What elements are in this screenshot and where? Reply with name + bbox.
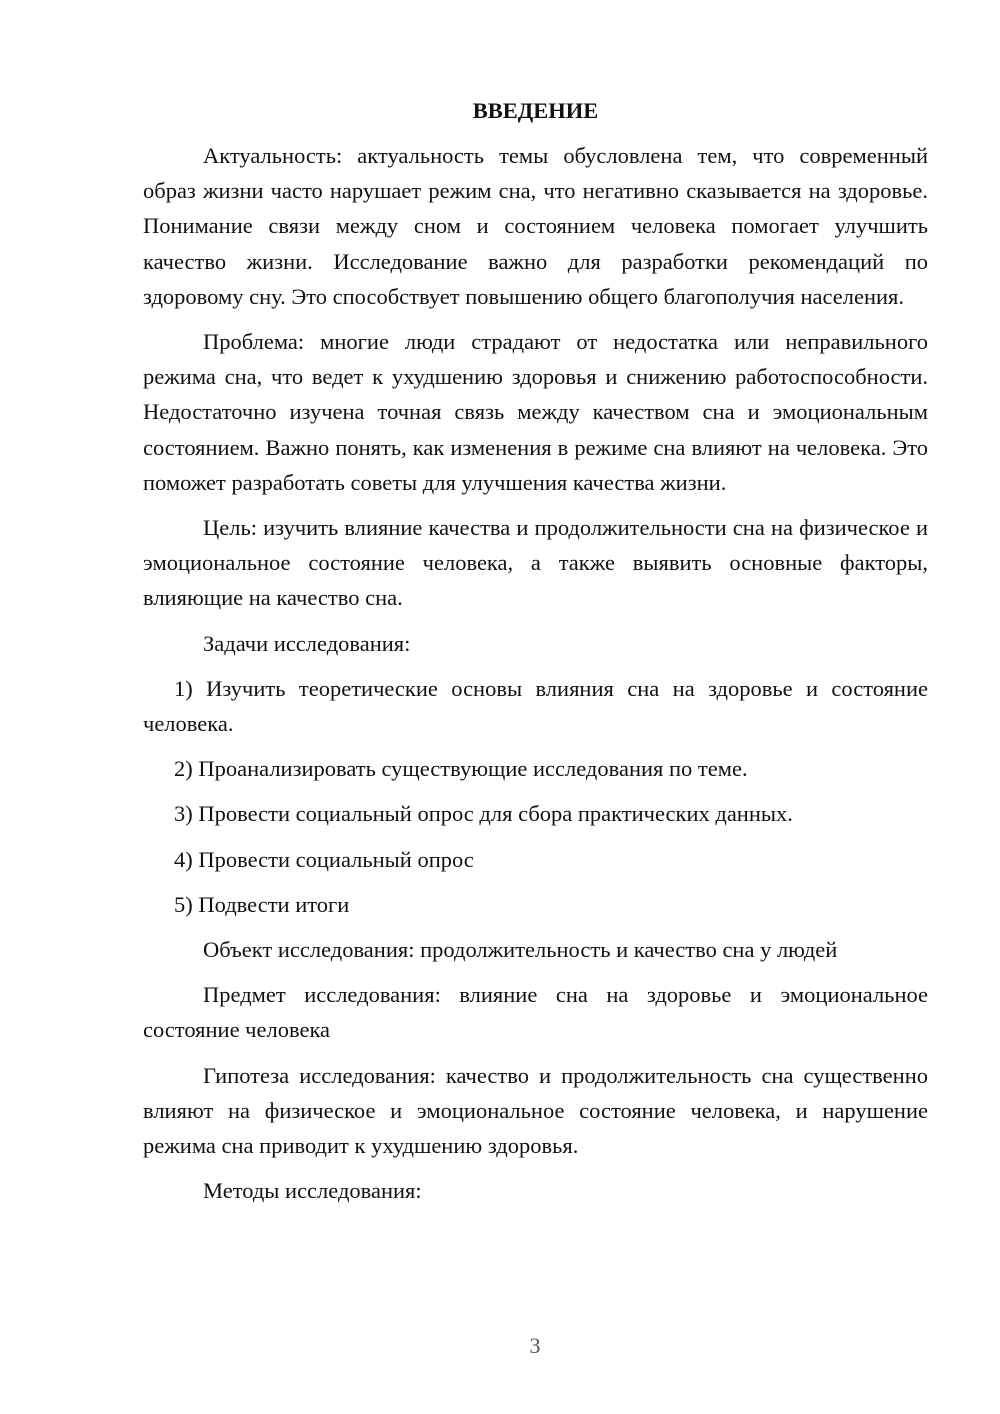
task-item-4: 4) Провести социальный опрос: [174, 846, 474, 872]
relevance-paragraph: Актуальность: актуальность темы обусловлена тем, что современный образ жизни часто нарушает режим сна, что негативно сказывается на здоровье. Понимание связи между сном и состоянием человека помогает улучшить качество жизни. Исследование важно для разработки рекомендаций по здоровому сну. Это способствует повышению общего благополучия населения.: [143, 143, 928, 309]
task-item-2: 2) Проанализировать существующие исследования по теме.: [174, 756, 748, 782]
goal-paragraph: Цель: изучить влияние качества и продолжительности сна на физическое и эмоциональное состояние человека, а также выявить основные факторы, влияющие на качество сна.: [143, 515, 928, 611]
methods-heading: Методы исследования:: [203, 1178, 422, 1204]
problem-paragraph: Проблема: многие люди страдают от недостатка или неправильного режима сна, что ведет к ухудшению здоровья и снижению работоспособности. Недостаточно изучена точная связь между качеством сна и эмоциональным состоянием. Важно понять, как изменения в режиме сна влияют на человека. Это поможет разработать советы для улучшения качества жизни.: [143, 329, 928, 495]
subject-paragraph: Предмет исследования: влияние сна на здоровье и эмоциональное состояние человека: [143, 982, 928, 1043]
tasks-heading: Задачи исследования:: [203, 630, 411, 656]
hypothesis-paragraph: Гипотеза исследования: качество и продолжительность сна существенно влияют на физическое и эмоциональное состояние человека, и нарушение режима сна приводит к ухудшению здоровья.: [143, 1062, 928, 1159]
task-item-5: 5) Подвести итоги: [174, 891, 350, 917]
object-paragraph: Объект исследования: продолжительность и качество сна у людей: [203, 937, 838, 963]
page-number: 3: [529, 1333, 541, 1358]
task-item-1: 1) Изучить теоретические основы влияния сна на здоровье и состояние человека.: [143, 675, 928, 737]
section-title: ВВЕДЕНИЕ: [472, 98, 599, 123]
page-content: [143, 93, 928, 1218]
task-item-3: 3) Провести социальный опрос для сбора практических данных.: [174, 801, 793, 827]
